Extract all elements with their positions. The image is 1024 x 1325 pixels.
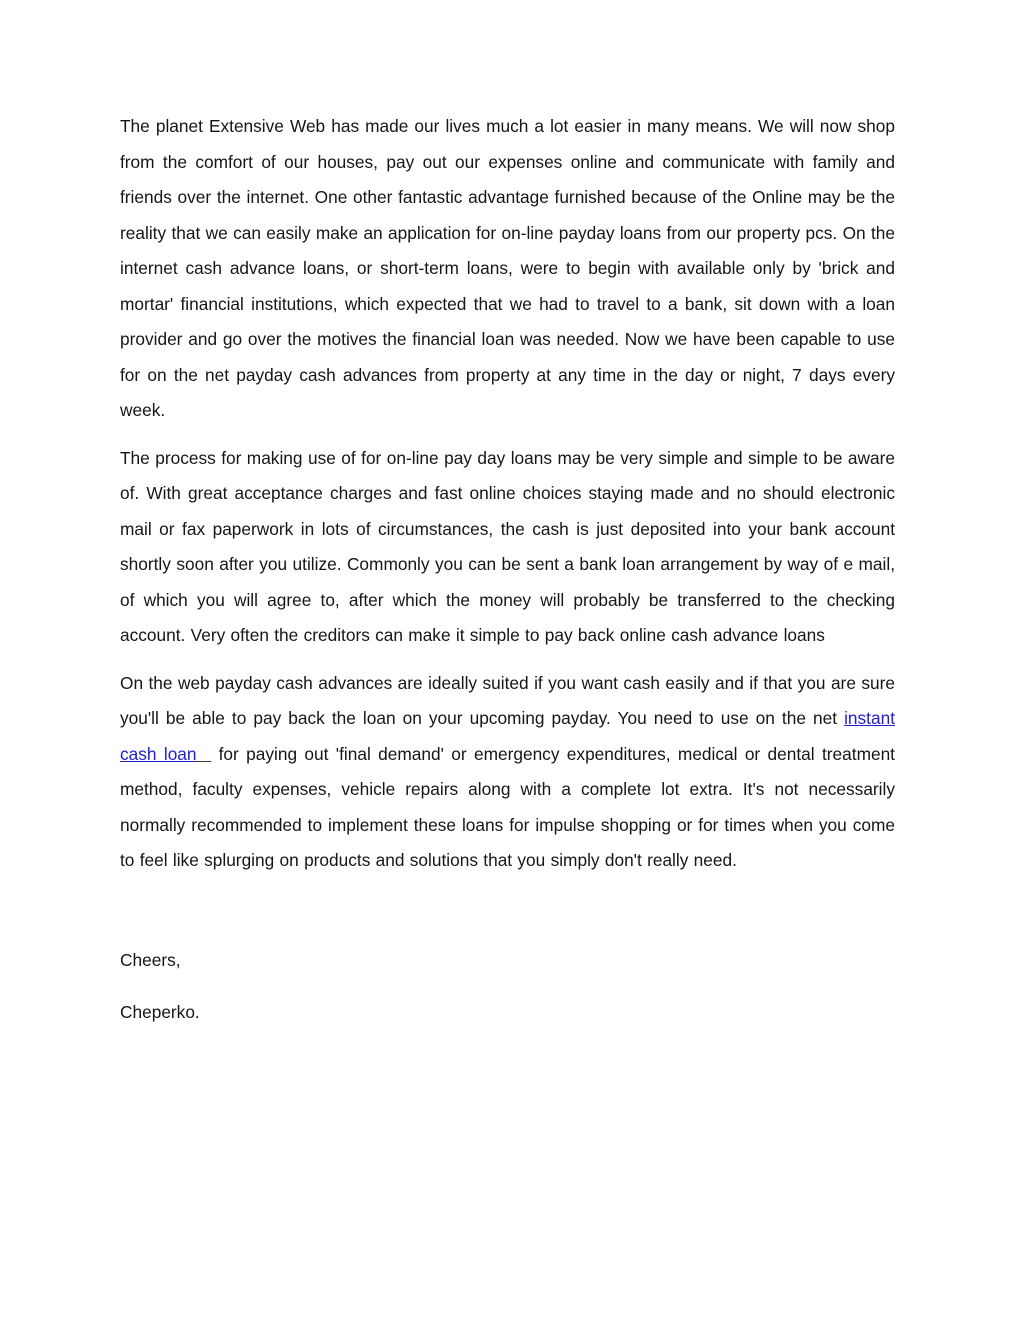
instant-cash-loan-link[interactable]: instant cash loan bbox=[120, 708, 895, 764]
paragraph-loan-process: The process for making use of for on-line pay day loans may be very simple and simple to be aware of. With great acceptance charges and fast online choices staying made and no should electronic mail or fax paperwork in lots of circumstances, the cash is just deposited into your bank account shortly soon after you utilize. Commonly you can be sent a bank loan arrangement by way of e mail, of which you will agree to, after which the money will probably be transferred to the checking account. Very often the creditors can make it simple to pay back online cash advance loans bbox=[120, 447, 895, 645]
closing-salutation: Cheers, bbox=[120, 949, 181, 970]
paragraph-3-text-after-link: for paying out 'final demand' or emergency expenditures, medical or dental treatment method, faculty expenses, vehicle repairs along with a complete lot extra. It's not necessarily normally recommended to implement these loans for impulse shopping or for times when you come to feel like splurging on products and solutions that you simply don't really need. bbox=[120, 743, 895, 870]
paragraph-internet-convenience: The planet Extensive Web has made our lives much a lot easier in many means. We will now shop from the comfort of our houses, pay out our expenses online and communicate with family and friends over the internet. One other fantastic advantage furnished because of the Online may be the reality that we can easily make an application for on-line payday loans from our property pcs. On the internet cash advance loans, or short-term loans, were to begin with available only by 'brick and mortar' financial institutions, which expected that we had to travel to a bank, sit down with a loan provider and go over the motives the financial loan was needed. Now we have been capable to use for on the net payday cash advances from property at any time in the day or night, 7 days every week. bbox=[120, 116, 895, 420]
signature-name: Cheperko. bbox=[120, 1002, 200, 1022]
paragraph-3-text-before-link: On the web payday cash advances are ideally suited if you want cash easily and if that you are sure you'll be able to pay back the loan on your upcoming payday. You need to use on the net bbox=[120, 672, 895, 728]
link-underline-trail bbox=[197, 744, 212, 764]
paragraph-loan-usage-advice bbox=[120, 666, 895, 879]
